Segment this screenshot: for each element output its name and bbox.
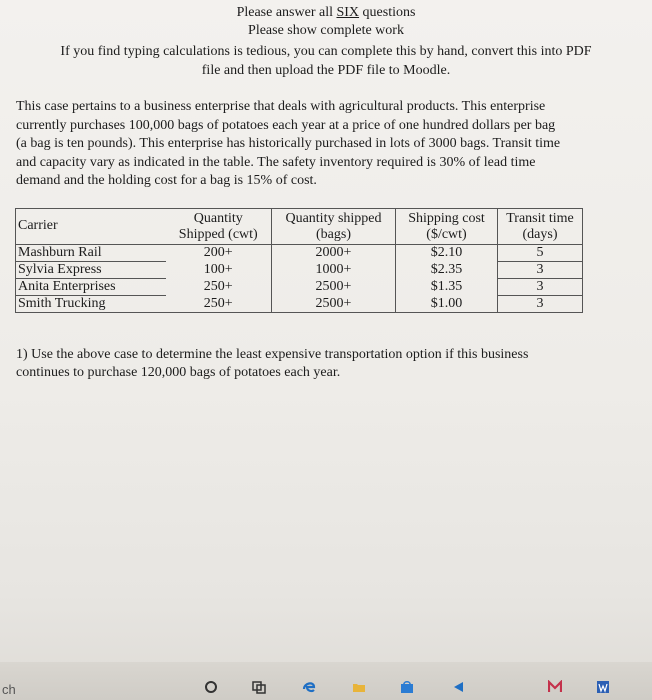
table-row [16,262,583,279]
header-transit-time [498,209,583,245]
case-line: demand and the holding cost for a bag is 15% of cost. [16,173,317,188]
cell-transit: 3 [498,296,583,313]
store-icon[interactable] [400,680,414,694]
cortana-icon[interactable] [204,680,218,694]
taskbar [0,662,652,700]
cell-qty-cwt: 200+ [166,245,272,262]
header-shipping-cost [396,209,498,245]
cell-cost: $1.35 [396,279,498,296]
instructions-line-2: Please show complete work [248,23,404,38]
cell-carrier: Mashburn Rail [16,245,166,262]
cell-qty-bags: 2500+ [272,296,396,313]
header-carrier: Carrier [16,209,166,245]
instructions-emphasis: SIX [336,5,360,20]
instructions-text: questions [359,5,416,20]
cell-qty-cwt: 250+ [166,279,272,296]
table-row [16,245,583,262]
table-row [16,279,583,296]
header-qty-cwt-line2: Shipped (cwt) [178,227,258,242]
question-line: 1) Use the above case to determine the least expensive transportation option if this business [16,347,529,362]
header-qty-bags-line2: (bags) [316,227,351,242]
cell-transit: 3 [498,262,583,279]
carrier-table [15,208,583,313]
cell-transit: 3 [498,279,583,296]
instructions-line-1 [0,4,652,22]
cell-transit: 5 [498,245,583,262]
case-line: and capacity vary as indicated in the table. The safety inventory required is 30% of lead time [16,154,536,170]
cell-carrier: Sylvia Express [16,262,166,279]
instructions-text: Please answer all [236,5,337,20]
cell-cost: $1.00 [396,296,498,313]
case-line: (a bag is ten pounds). This enterprise has historically purchased in lots of 3000 bags. Transit time [16,136,561,151]
cell-qty-bags: 1000+ [272,262,396,279]
case-line: This case pertains to a business enterprise that deals with agricultural products. This enterprise [16,99,546,114]
mail-icon[interactable] [548,680,562,694]
cell-cost: $2.35 [396,262,498,279]
taskbar-search-text[interactable]: ch [2,682,16,697]
table-header-row [16,209,583,245]
header-transit-line1: Transit time [506,211,574,226]
edge-icon[interactable] [302,680,316,694]
word-icon[interactable] [596,680,610,694]
header-qty-cwt [166,209,272,245]
case-description [16,98,646,191]
cell-qty-bags: 2000+ [272,245,396,262]
table-row [16,296,583,313]
cell-carrier: Smith Trucking [16,296,166,313]
header-qty-bags [272,209,396,245]
header-qty-bags-line1: Quantity shipped [285,211,382,226]
header-cost-line1: Shipping cost [408,211,485,226]
instructions-line-3: If you find typing calculations is tedious, you can complete this by hand, convert this into PDF [60,44,592,59]
cell-qty-cwt: 250+ [166,296,272,313]
header-qty-cwt-line1: Quantity [193,211,243,226]
cell-cost: $2.10 [396,245,498,262]
header-transit-line2: (days) [522,227,558,242]
cell-qty-bags: 2500+ [272,279,396,296]
instructions-line-4: file and then upload the PDF file to Moodle. [201,63,451,78]
task-view-icon[interactable] [252,680,266,694]
cell-carrier: Anita Enterprises [16,279,166,296]
question-1 [16,346,646,382]
file-explorer-icon[interactable] [352,680,366,694]
question-line: continues to purchase 120,000 bags of potatoes each year. [16,365,341,380]
header-cost-line2: ($/cwt) [426,227,467,242]
cell-qty-cwt: 100+ [166,262,272,279]
case-line: currently purchases 100,000 bags of potatoes each year at a price of one hundred dollars per bag [16,117,556,133]
app-icon[interactable] [452,680,466,694]
